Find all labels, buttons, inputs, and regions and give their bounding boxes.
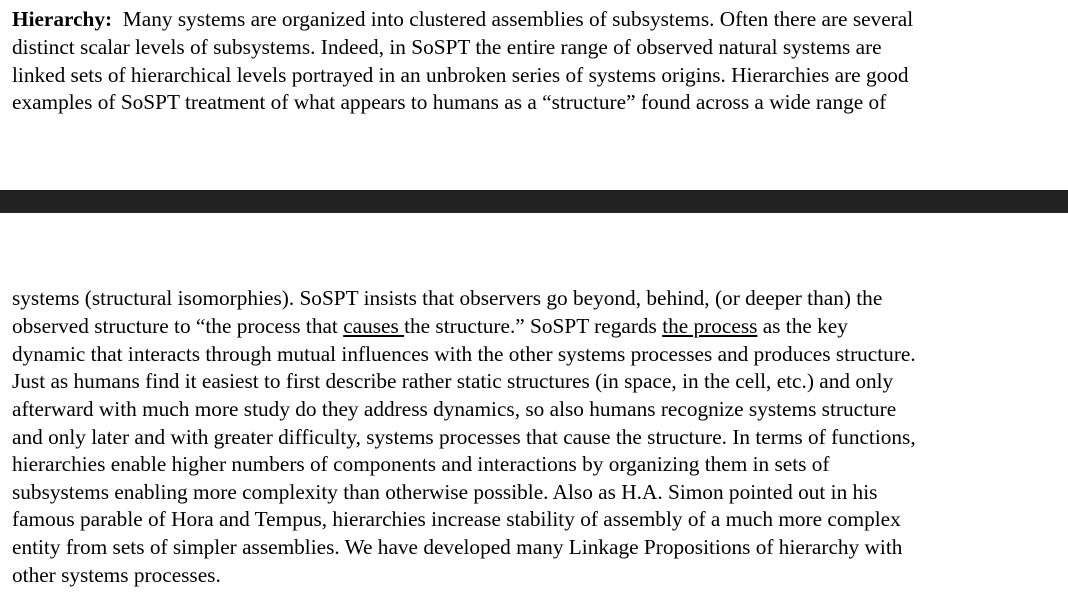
underlined-phrase-the-process: the process — [662, 314, 758, 338]
paragraph-line: dynamic that interacts through mutual influences with the other systems processes and produces structure. — [12, 342, 916, 366]
paragraph-line: linked sets of hierarchical levels portrayed in an unbroken series of systems origins. Hierarchies are good — [12, 63, 909, 87]
line-text: Many systems are organized into clustered assemblies of subsystems. Often there are several — [112, 7, 914, 31]
paragraph-line: entity from sets of simpler assemblies. We have developed many Linkage Propositions of hierarchy with — [12, 535, 903, 559]
line-text: the structure.” SoSPT regards — [404, 314, 663, 338]
definition-term: Hierarchy: — [12, 7, 113, 31]
paragraph-line — [12, 6, 913, 34]
paragraph-line: afterward with much more study do they address dynamics, so also humans recognize systems structure — [12, 397, 897, 421]
paragraph-line: other systems processes. — [12, 563, 221, 587]
paragraph-line: distinct scalar levels of subsystems. Indeed, in SoSPT the entire range of observed natural systems are — [12, 35, 882, 59]
document-page-bottom — [0, 213, 1068, 596]
paragraph-line: Just as humans find it easiest to first describe rather static structures (in space, in the cell, etc.) and only — [12, 369, 894, 393]
document-page-top — [0, 0, 1068, 190]
line-text: as the key — [757, 314, 848, 338]
paragraph-line — [12, 313, 848, 341]
paragraph-line: and only later and with greater difficulty, systems processes that cause the structure. In terms of functions, — [12, 425, 916, 449]
paragraph-line: systems (structural isomorphies). SoSPT insists that observers go beyond, behind, (or deeper than) the — [12, 286, 883, 310]
paragraph-line: subsystems enabling more complexity than otherwise possible. Also as H.A. Simon pointed out in his — [12, 480, 878, 504]
paragraph-line: hierarchies enable higher numbers of components and interactions by organizing them in sets of — [12, 452, 830, 476]
paragraph-line: examples of SoSPT treatment of what appears to humans as a “structure” found across a wide range of — [12, 90, 887, 114]
line-text: observed structure to “the process that — [12, 314, 344, 338]
paragraph-line: famous parable of Hora and Tempus, hierarchies increase stability of assembly of a much more complex — [12, 507, 901, 531]
underlined-word-causes: causes — [343, 314, 405, 338]
page-break-divider — [0, 190, 1068, 213]
